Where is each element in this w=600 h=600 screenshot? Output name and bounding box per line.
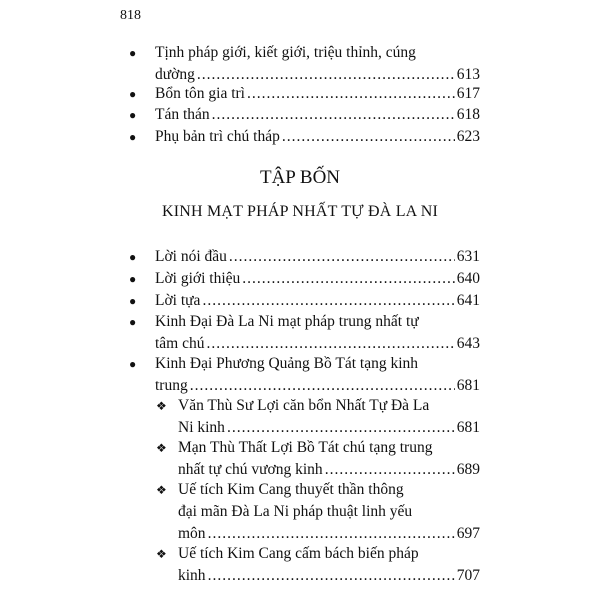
toc-entry-text: Lời tựa (155, 292, 201, 309)
toc-entry-text: trung (155, 377, 188, 394)
toc-sub-entry (156, 395, 480, 439)
toc-entry (129, 353, 480, 397)
toc-page-number: 613 (456, 66, 480, 83)
bullet-icon: ● (129, 108, 137, 122)
dot-leader (247, 83, 455, 105)
diamond-bullet-icon: ❖ (156, 483, 167, 497)
dot-leader (325, 459, 455, 481)
toc-page-number: 681 (456, 377, 480, 394)
section-subtitle: KINH MẠT PHÁP NHẤT TỰ ĐÀ LA NI (161, 203, 439, 220)
toc-entry (129, 126, 480, 148)
toc-entry (129, 311, 480, 355)
toc-sub-entry (156, 479, 480, 545)
toc-page-number: 640 (456, 270, 480, 287)
bullet-icon: ● (129, 130, 137, 144)
toc-entry-text: kinh (178, 567, 206, 584)
toc-entry-text: Ni kinh (178, 419, 225, 436)
toc-entry (129, 290, 480, 312)
toc-entry-text: Kinh Đại Phương Quảng Bồ Tát tạng kinh (155, 355, 419, 372)
diamond-bullet-icon: ❖ (156, 399, 167, 413)
toc-page-number: 618 (456, 106, 480, 123)
toc-page-number: 681 (456, 419, 480, 436)
dot-leader (207, 333, 455, 355)
toc-entry (129, 42, 480, 86)
page-number: 818 (120, 8, 141, 23)
toc-entry-text: Kinh Đại Đà La Ni mạt pháp trung nhất tự (155, 313, 419, 330)
dot-leader (208, 565, 455, 587)
toc-entry (129, 268, 480, 290)
diamond-bullet-icon: ❖ (156, 441, 167, 455)
section-title: TẬP BỐN (259, 167, 341, 188)
toc-page-number: 697 (456, 525, 480, 542)
bullet-icon: ● (129, 272, 137, 286)
dot-leader (229, 246, 455, 268)
toc-page-number: 641 (456, 292, 480, 309)
toc-entry-text: Mạn Thù Thất Lợi Bồ Tát chú tạng trung (178, 439, 433, 456)
toc-page-number: 617 (456, 85, 480, 102)
dot-leader (282, 126, 455, 148)
bullet-icon: ● (129, 357, 137, 371)
toc-page-number: 689 (456, 461, 480, 478)
toc-sub-entry (156, 437, 480, 481)
toc-entry-text: môn (178, 525, 206, 542)
toc-entry (129, 246, 480, 268)
bullet-icon: ● (129, 315, 137, 329)
toc-page-number: 643 (456, 335, 480, 352)
dot-leader (242, 268, 454, 290)
toc-entry-text: dường (155, 66, 195, 83)
dot-leader (212, 104, 455, 126)
toc-entry-text: Bổn tôn gia trì (155, 85, 245, 102)
dot-leader (227, 417, 455, 439)
dot-leader (202, 290, 454, 312)
bullet-icon: ● (129, 46, 137, 60)
bullet-icon: ● (129, 250, 137, 264)
toc-entry-text: Lời nói đầu (155, 248, 227, 265)
toc-entry-text: Uế tích Kim Cang cấm bách biến pháp (178, 545, 419, 562)
toc-entry-text: Tán thán (155, 106, 210, 123)
toc-entry-text: Phụ bản trì chú tháp (155, 128, 280, 145)
bullet-icon: ● (129, 87, 137, 101)
dot-leader (208, 523, 455, 545)
toc-page-number: 631 (456, 248, 480, 265)
toc-sub-entry (156, 543, 480, 587)
toc-entry-text: nhất tự chú vương kinh (178, 461, 323, 478)
diamond-bullet-icon: ❖ (156, 547, 167, 561)
toc-entry-text: đại mãn Đà La Ni pháp thuật linh yếu (178, 503, 413, 520)
bullet-icon: ● (129, 294, 137, 308)
toc-entry-text: Văn Thù Sư Lợi căn bổn Nhất Tự Đà La (178, 397, 430, 414)
toc-entry-text: Uế tích Kim Cang thuyết thần thông (178, 481, 404, 498)
toc-entry-text: Lời giới thiệu (155, 270, 241, 287)
toc-page-number: 707 (456, 567, 480, 584)
toc-page-number: 623 (456, 128, 480, 145)
dot-leader (190, 375, 455, 397)
toc-entry (129, 83, 480, 105)
toc-entry-text: tâm chú (155, 335, 205, 352)
toc-entry (129, 104, 480, 126)
toc-entry-text: Tịnh pháp giới, kiết giới, triệu thỉnh, cúng (155, 44, 416, 61)
